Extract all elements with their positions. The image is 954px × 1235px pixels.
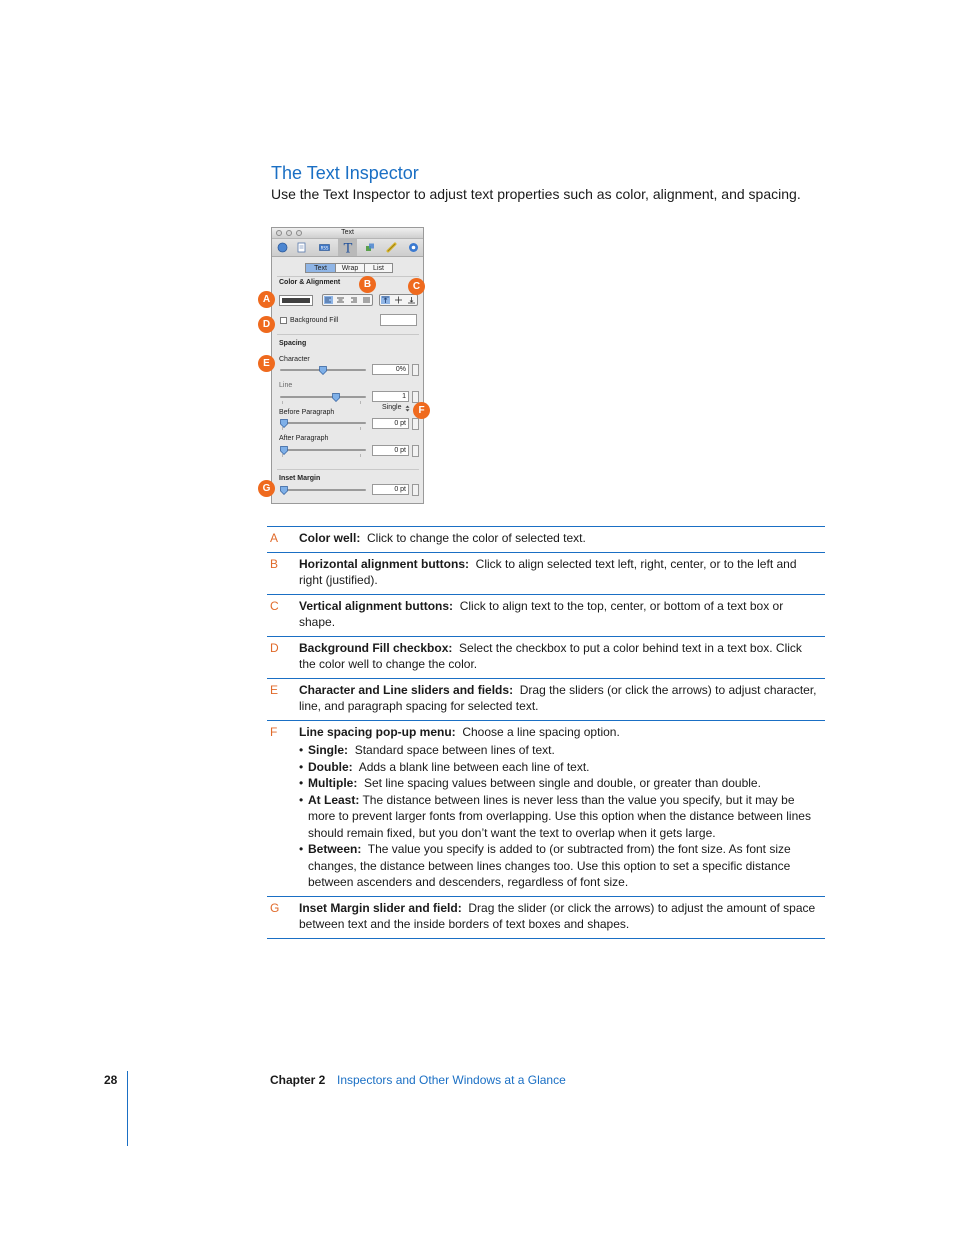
row-term: Inset Margin slider and field: bbox=[299, 900, 462, 915]
quicktime-inspector-icon[interactable] bbox=[408, 242, 419, 253]
row-body bbox=[299, 900, 825, 933]
graphic-inspector-icon[interactable] bbox=[365, 242, 376, 253]
slider-tick-marks: ı bbox=[282, 453, 284, 459]
align-left-icon[interactable] bbox=[324, 296, 333, 304]
horizontal-alignment-group bbox=[322, 294, 373, 306]
line-label: Line bbox=[279, 382, 293, 389]
before-paragraph-label: Before Paragraph bbox=[279, 409, 335, 416]
character-stepper[interactable] bbox=[412, 364, 419, 376]
list-item bbox=[299, 792, 819, 842]
tab-list[interactable]: List bbox=[364, 263, 393, 273]
bullet-text: Adds a blank line between each line of text. bbox=[358, 759, 590, 774]
row-text: Click to align selected text left, right, center, or to the left and right (justified). bbox=[299, 556, 797, 587]
inset-margin-slider[interactable] bbox=[280, 489, 366, 491]
row-key: A bbox=[270, 531, 279, 545]
window-titlebar bbox=[272, 228, 423, 239]
text-color-well[interactable] bbox=[279, 295, 313, 306]
list-item bbox=[299, 759, 819, 776]
row-term: Vertical alignment buttons: bbox=[299, 598, 454, 613]
table-row bbox=[267, 721, 825, 897]
inset-margin-stepper[interactable] bbox=[412, 484, 419, 496]
after-paragraph-field[interactable]: 0 pt bbox=[372, 445, 409, 456]
bullet-term: Between: bbox=[308, 842, 362, 856]
row-body bbox=[299, 682, 825, 715]
background-fill-checkbox[interactable] bbox=[280, 317, 287, 324]
list-item bbox=[299, 841, 819, 891]
align-justify-icon[interactable] bbox=[362, 296, 371, 304]
slider-tick-marks: ı bbox=[360, 426, 362, 432]
slider-tick-marks: ı bbox=[282, 426, 284, 432]
slider-tick-marks: ı bbox=[360, 453, 362, 459]
bullet-text: The value you specify is added to (or subtracted from) the font size. As font size changes, the distance between lines changes too. Use this option to set a specific distance between ascenders and descenders, regardless of font size. bbox=[308, 842, 791, 889]
color-alignment-label: Color & Alignment bbox=[279, 279, 341, 286]
callout-e: E bbox=[258, 355, 275, 372]
divider bbox=[277, 276, 419, 277]
text-inspector-icon[interactable] bbox=[342, 241, 354, 254]
align-center-icon[interactable] bbox=[336, 296, 345, 304]
align-bottom-icon[interactable] bbox=[407, 296, 416, 304]
metrics-inspector-icon[interactable] bbox=[386, 242, 397, 253]
page-number: 28 bbox=[104, 1073, 118, 1087]
row-term: Color well: bbox=[299, 531, 361, 545]
row-key: E bbox=[270, 682, 279, 697]
row-term: Background Fill checkbox: bbox=[299, 640, 453, 655]
table-row bbox=[267, 637, 825, 679]
row-body bbox=[299, 598, 825, 631]
row-text: Select the checkbox to put a color behind text in a text box. Click the color well to change the color. bbox=[299, 640, 802, 671]
bullet-text: The distance between lines is never less than the value you specify, but it may be more to prevent larger fonts from overlapping. Use this option when the distance between lines should remain fixed, but you don’t want the text to overlap when it gets large. bbox=[308, 792, 811, 840]
line-spacing-options-list bbox=[299, 742, 819, 891]
document-inspector-icon[interactable] bbox=[277, 242, 288, 253]
inset-margin-slider-thumb[interactable] bbox=[280, 486, 288, 495]
character-label: Character bbox=[279, 356, 310, 363]
after-paragraph-slider[interactable] bbox=[280, 449, 366, 451]
window-title: Text bbox=[341, 229, 354, 236]
list-item bbox=[299, 742, 819, 759]
row-term: Character and Line sliders and fields: bbox=[299, 682, 514, 697]
align-middle-icon[interactable] bbox=[394, 296, 403, 304]
align-top-icon[interactable] bbox=[381, 296, 390, 304]
row-body bbox=[299, 530, 825, 547]
bullet-text: Standard space between lines of text. bbox=[354, 743, 555, 757]
spacing-label: Spacing bbox=[279, 340, 307, 347]
tab-wrap[interactable]: Wrap bbox=[335, 263, 365, 273]
row-text: Click to align text to the top, center, or bottom of a text box or shape. bbox=[299, 598, 784, 629]
before-paragraph-slider[interactable] bbox=[280, 422, 366, 424]
table-row bbox=[267, 679, 825, 721]
row-text: Choose a line spacing option. bbox=[462, 724, 620, 739]
table-row bbox=[267, 527, 825, 553]
character-slider-thumb[interactable] bbox=[319, 366, 327, 375]
background-fill-color-well[interactable] bbox=[380, 314, 417, 326]
svg-text:RSS: RSS bbox=[320, 245, 329, 251]
vertical-alignment-group bbox=[379, 294, 418, 306]
slider-tick-marks: ı bbox=[360, 400, 362, 406]
align-right-icon[interactable] bbox=[349, 296, 358, 304]
after-paragraph-label: After Paragraph bbox=[279, 435, 329, 442]
bullet-term: At Least: bbox=[308, 792, 360, 807]
chapter-label: Chapter 2 bbox=[270, 1073, 326, 1087]
bullet-text: Set line spacing values between single and double, or greater than double. bbox=[364, 776, 761, 790]
line-slider[interactable] bbox=[280, 396, 366, 398]
background-fill-label: Background Fill bbox=[290, 317, 339, 324]
row-text: Click to change the color of selected text. bbox=[367, 531, 586, 545]
row-key: C bbox=[270, 598, 279, 613]
bullet-term: Single: bbox=[308, 743, 349, 757]
list-item bbox=[299, 775, 819, 792]
inset-margin-field[interactable]: 0 pt bbox=[372, 484, 409, 495]
footer-rule bbox=[127, 1071, 128, 1146]
rss-inspector-icon[interactable] bbox=[319, 242, 330, 253]
row-key: D bbox=[270, 640, 279, 655]
after-paragraph-stepper[interactable] bbox=[412, 445, 419, 457]
row-text: Drag the slider (or click the arrows) to adjust the amount of space between text and the inside borders of text boxes and shapes. bbox=[299, 900, 816, 931]
table-row bbox=[267, 897, 825, 939]
before-paragraph-field[interactable]: 0 pt bbox=[372, 418, 409, 429]
line-stepper[interactable] bbox=[412, 391, 419, 403]
table-row bbox=[267, 595, 825, 637]
page-inspector-icon[interactable] bbox=[296, 242, 307, 253]
callout-a: A bbox=[258, 291, 275, 308]
inspector-toolbar bbox=[272, 239, 423, 257]
callout-g: G bbox=[258, 480, 275, 497]
row-term: Horizontal alignment buttons: bbox=[299, 556, 469, 571]
tab-text[interactable]: Text bbox=[305, 263, 336, 273]
color-well-fill bbox=[282, 298, 310, 303]
text-inspector-window bbox=[271, 227, 424, 504]
row-term: Line spacing pop-up menu: bbox=[299, 724, 456, 739]
row-key: B bbox=[270, 556, 279, 571]
character-field[interactable]: 0% bbox=[372, 364, 409, 375]
row-body bbox=[299, 724, 825, 891]
row-body bbox=[299, 640, 825, 673]
bullet-term: Double: bbox=[308, 759, 353, 774]
line-spacing-popup[interactable]: Single bbox=[382, 404, 402, 411]
divider bbox=[277, 334, 419, 335]
divider bbox=[277, 469, 419, 470]
row-key: G bbox=[270, 900, 280, 915]
callout-description-table bbox=[267, 526, 825, 939]
line-slider-thumb[interactable] bbox=[332, 393, 340, 402]
inset-margin-label: Inset Margin bbox=[279, 475, 321, 482]
callout-f: F bbox=[413, 402, 430, 419]
callout-c: C bbox=[408, 278, 425, 295]
row-text: Drag the sliders (or click the arrows) to adjust character, line, and paragraph spacing for selected text. bbox=[299, 682, 817, 713]
callout-d: D bbox=[258, 316, 275, 333]
row-body bbox=[299, 556, 825, 589]
popup-arrows-icon bbox=[405, 405, 410, 412]
callout-b: B bbox=[359, 276, 376, 293]
line-field[interactable]: 1 bbox=[372, 391, 409, 402]
row-key: F bbox=[270, 724, 278, 739]
before-paragraph-stepper[interactable] bbox=[412, 418, 419, 430]
slider-tick-marks: ı bbox=[282, 400, 284, 406]
table-row bbox=[267, 553, 825, 595]
section-intro: Use the Text Inspector to adjust text properties such as color, alignment, and spacing. bbox=[271, 186, 801, 202]
section-title: The Text Inspector bbox=[271, 163, 419, 183]
chapter-title: Inspectors and Other Windows at a Glance bbox=[337, 1073, 566, 1087]
bullet-term: Multiple: bbox=[308, 776, 358, 790]
svg-text:T: T bbox=[343, 241, 353, 254]
